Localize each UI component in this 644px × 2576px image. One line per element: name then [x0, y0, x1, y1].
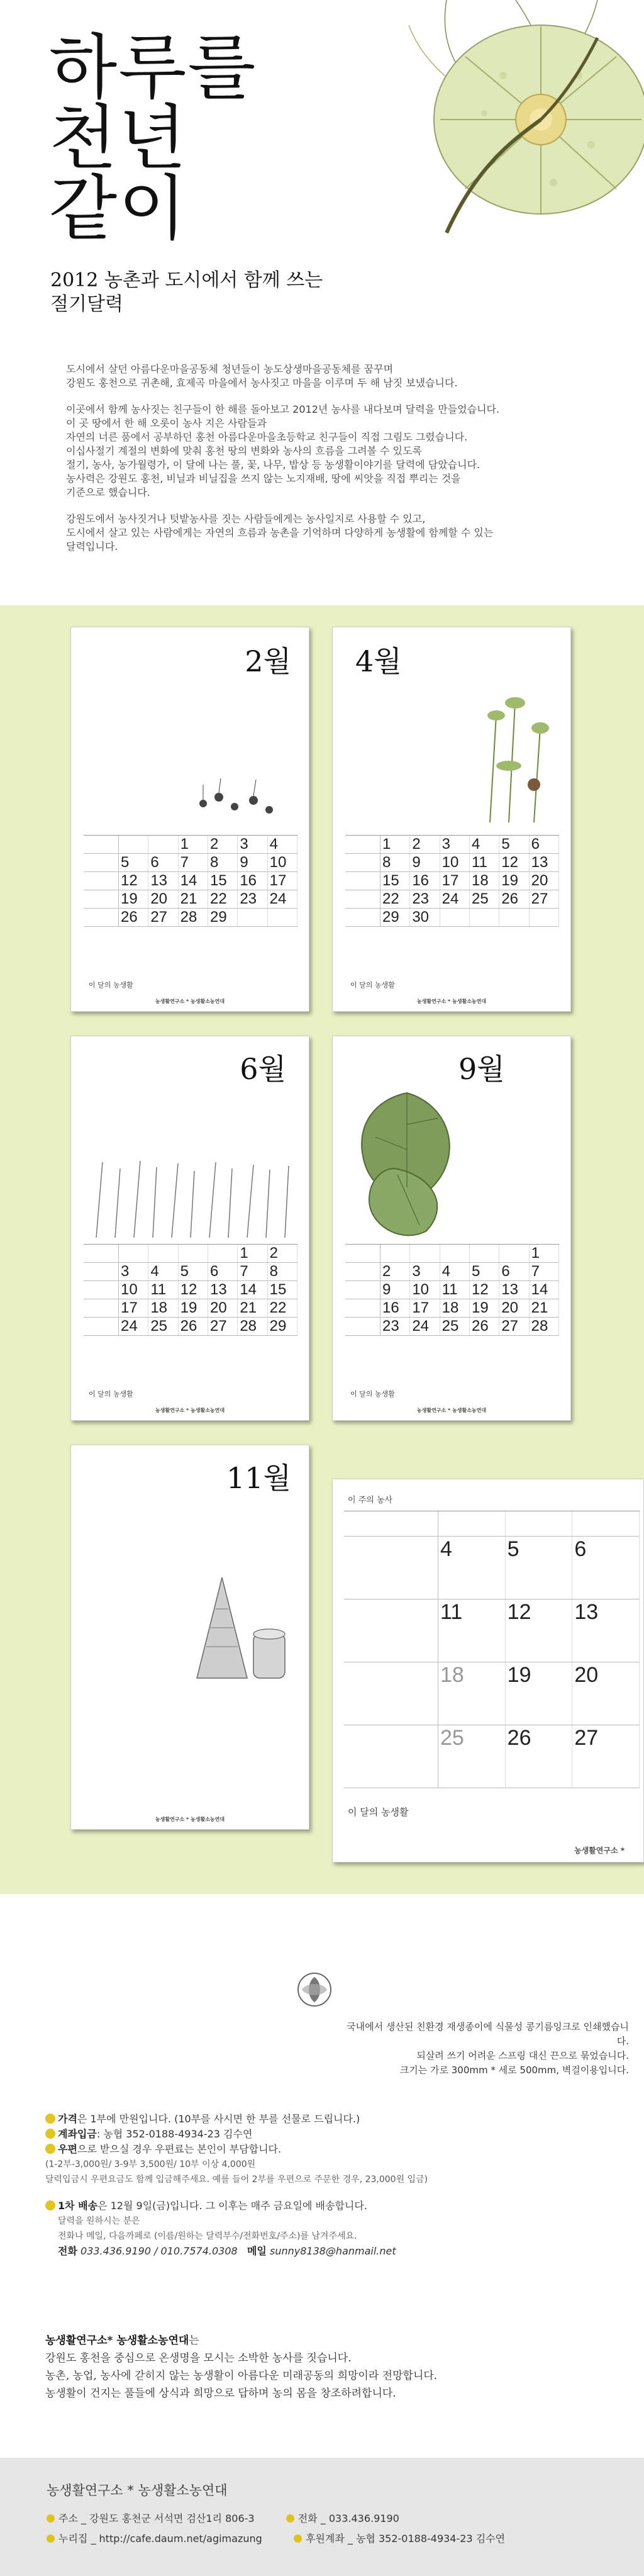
- delivery-label: 1차 배송: [58, 2200, 98, 2212]
- about-line: 농촌, 농업, 농사에 갇히지 않는 농생활이 아름다운 미래공동의 희망이라 전망합니다.: [45, 2370, 438, 2382]
- intro-line: 도시에서 살던 아름다운마을공동체 청년들이 농도상생마을공동체를 꿈꾸며: [66, 363, 394, 375]
- delivery-line: [45, 2198, 599, 2214]
- bullet-icon: [47, 2534, 55, 2543]
- footer-org-name: 농생활연구소 * 농생활소농연대: [47, 2483, 228, 2498]
- coin-icon: [45, 2200, 55, 2210]
- seed-illustration: [191, 772, 285, 835]
- week-farming-label: 이 주의 농사: [348, 1496, 393, 1505]
- coin-icon: [45, 2114, 55, 2124]
- shipping-label: 우편: [58, 2143, 77, 2155]
- delivery-block: [45, 2198, 599, 2259]
- spec-line: 되살려 쓰기 어려운 스프링 대신 끈으로 묶었습니다.: [416, 2050, 629, 2061]
- bullet-icon: [294, 2534, 302, 2543]
- title-line-1: 하루를: [49, 27, 257, 109]
- card-footer: 농생활연구소 *: [574, 1846, 625, 1855]
- order-instruction: 전화나 메일, 다음까페로 (이름/원하는 달력부수/전화번호/주소)를 남겨주세요.: [58, 2231, 357, 2241]
- mail-label: 메일: [247, 2245, 267, 2257]
- order-instruction: 달력을 원하시는 분은: [58, 2216, 140, 2226]
- intro-line: 도시에서 살고 있는 사람에게는 자연의 흐름과 농촌을 기억하며 다양하게 농생활에 함께할 수 있는: [66, 527, 494, 539]
- calendar-card-september: [332, 1036, 571, 1421]
- calendar-card-february: [70, 627, 309, 1012]
- intro-line: 강원도에서 농사짓거나 텃밭농사를 짓는 사람들에게는 농사일지로 사용할 수 있고,: [66, 513, 426, 525]
- intro-paragraph-3: [66, 512, 588, 554]
- intro-line: 이곳에서 함께 농사짓는 친구들이 한 해를 돌아보고 2012년 농사를 내다보며 달력을 만들었습니다.: [66, 403, 500, 415]
- shipping-detail: 달력입금시 우편요금도 함께 입금해주세요. 예를 들어 2부를 우편으로 주문한 경우, 23,000원 입금): [45, 2175, 428, 2185]
- intro-line: 절기, 농사, 농가월령가, 이 달에 나는 풀, 꽃, 나무, 밥상 등 농생활이야기를 달력에 담았습니다.: [66, 459, 480, 471]
- month-label: 4월: [355, 644, 402, 678]
- title-line-3: 같이: [49, 168, 188, 250]
- mail-address[interactable]: sunny8138@hanmail.net: [269, 2245, 396, 2257]
- band-gap: [0, 1894, 644, 1964]
- intro-line: 농사력은 강원도 홍천, 비닐과 비닐집을 쓰지 않는 노지재배, 땅에 씨앗을 직접 뿌리는 것을: [66, 473, 461, 484]
- delivery-text: 은 12월 9일(금)입니다. 그 이후는 매주 금요일에 배송합니다.: [97, 2200, 367, 2212]
- hero-title: [49, 27, 257, 250]
- shipping-line: [45, 2142, 599, 2157]
- footer-row: [47, 2511, 399, 2525]
- bullet-icon: [286, 2514, 294, 2523]
- spec-line: 크기는 가로 300mm * 세로 500mm, 벽걸이용입니다.: [399, 2064, 629, 2076]
- date-grid: 1 2 3 4 5 6 7 8 10 11 12 13 14 15 17 18 19 20 21 22 24 25 26 27 28 29: [84, 1244, 297, 1336]
- card-footer: 농생활연구소 * 농생활소농연대: [416, 999, 487, 1004]
- haystack-illustration: [178, 1559, 297, 1684]
- card-footer: 농생활연구소 * 농생활소농연대: [155, 1408, 225, 1413]
- card-footer: 농생활연구소 * 농생활소농연대: [416, 1408, 487, 1413]
- month-label: 2월: [245, 644, 291, 678]
- month-label: 11월: [226, 1461, 291, 1495]
- intro-line: 강원도 홍천으로 귀촌해, 효제곡 마을에서 농사짓고 마을을 이루며 두 해 남짓 보냈습니다.: [66, 377, 458, 389]
- phone-number[interactable]: 033.436.9190 / 010.7574.0308: [80, 2245, 238, 2257]
- account-text: : 농협 352-0188-4934-23 김수연: [96, 2128, 253, 2140]
- about-org-name: 농생활연구소* 농생활소농연대: [45, 2334, 189, 2347]
- calendar-detail-page: [332, 1479, 644, 1862]
- herb-illustration: [471, 678, 559, 829]
- month-label: 6월: [240, 1052, 286, 1086]
- about-line: 강원도 홍천을 중심으로 온생명을 모시는 소박한 농사를 짓습니다.: [45, 2352, 352, 2365]
- footer: [0, 2458, 644, 2576]
- date-grid: 1 2 3 4 5 6 7 9 10 11 12 13 14 16 17 18 19 20 21 23 24 25 26 27 28: [345, 1244, 559, 1336]
- grain-illustration: [84, 1156, 297, 1238]
- intro-paragraph-1: [66, 362, 588, 390]
- coin-icon: [45, 2129, 55, 2139]
- card-footer: 농생활연구소 * 농생활소농연대: [155, 999, 225, 1004]
- logo-icon: [297, 1972, 332, 2007]
- account-line: [45, 2127, 599, 2142]
- hero-subtitle: 2012 농촌과 도시에서 함께 쓰는: [50, 269, 323, 291]
- card-footer: 농생활연구소 * 농생활소농연대: [155, 1817, 225, 1822]
- price-line: [45, 2112, 599, 2127]
- about-suffix: 는: [189, 2334, 199, 2347]
- intro-line: 이 곳 땅에서 한 해 오롯이 농사 지은 사람들과: [66, 417, 267, 429]
- pumpkin-illustration: [352, 0, 644, 239]
- about-headline: [45, 2332, 599, 2349]
- month-note: 이 달의 농생활: [350, 1390, 395, 1398]
- date-grid: 1 2 3 4 5 6 7 8 9 10 12 13 14 15 16 17 19 20 21 22 23 24 26 27 28 29: [84, 835, 297, 927]
- product-spec: [340, 2020, 629, 2078]
- account-label: 계좌입금: [58, 2128, 97, 2140]
- footer-row: [47, 2531, 505, 2545]
- intro-line: 기준으로 했습니다.: [66, 486, 150, 498]
- bullet-icon: [47, 2514, 55, 2523]
- calendar-card-april: [332, 627, 571, 1012]
- month-note: 이 달의 농생활: [350, 981, 395, 989]
- calendar-card-november: [70, 1445, 309, 1830]
- month-note: 이 달의 농생활: [89, 1390, 133, 1398]
- footer-bank-account: 후원계좌 _ 농협 352-0188-4934-23 김수연: [305, 2533, 506, 2545]
- intro-text: [66, 362, 588, 566]
- hero-section: [0, 0, 644, 327]
- phone-label: 전화: [58, 2245, 77, 2257]
- intro-paragraph-2: [66, 403, 588, 500]
- order-info: [45, 2112, 599, 2270]
- footer-website[interactable]: 누리집 _ http://cafe.daum.net/agimazung: [58, 2533, 262, 2545]
- intro-line: 이십사절기 계절의 변화에 맞춰 홍천 땅의 변화와 농사의 흐름을 그려볼 수 있도록: [66, 445, 422, 457]
- about-line: 농생활이 건지는 풀들에 상식과 희망으로 답하며 농의 몸을 창조하려합니다.: [45, 2387, 396, 2400]
- coin-icon: [45, 2144, 55, 2154]
- price-block: [45, 2112, 599, 2187]
- shipping-detail: (1-2부-3,000원/ 3-9부 3,500원/ 10부 이상 4,000원: [45, 2159, 256, 2170]
- intro-line: 자연의 너른 품에서 공부하던 홍천 아름다운마을초등학교 친구들이 직접 그림도 그렸습니다.: [66, 431, 468, 443]
- intro-line: 달력입니다.: [66, 540, 118, 552]
- price-label: 가격: [58, 2113, 77, 2125]
- footer-phone[interactable]: 전화 _ 033.436.9190: [297, 2512, 399, 2524]
- date-grid: 1 2 3 4 5 6 8 9 10 11 12 13 15 16 17 18 19 20 22 23 24 25 26 27 29 30: [345, 835, 559, 927]
- spec-line: 국내에서 생산된 친환경 재생종이에 식물성 콩기름잉크로 인쇄했습니다.: [347, 2021, 629, 2047]
- shipping-text: 으로 받으실 경우 우편료는 본인이 부담합니다.: [77, 2143, 282, 2155]
- hero-subtitle-2: 절기달력: [50, 293, 123, 315]
- month-label: 9월: [458, 1052, 505, 1086]
- title-line-2: 천년: [49, 98, 188, 179]
- contact-line: [45, 2244, 599, 2259]
- month-note: 이 달의 농생활: [348, 1806, 409, 1818]
- price-text: 은 1부에 만원입니다. (10부를 사시면 한 부를 선물로 드립니다.): [77, 2113, 360, 2125]
- leaf-illustration: [344, 1080, 470, 1244]
- date-grid: 4 5 6 11 12 13 18 19 20 25 26 27: [344, 1511, 640, 1788]
- calendar-card-june: [70, 1036, 309, 1421]
- about-section: [45, 2332, 599, 2402]
- footer-address: 주소 _ 강원도 홍천군 서석면 검산1리 806-3: [58, 2512, 255, 2524]
- month-note: 이 달의 농생활: [89, 981, 133, 989]
